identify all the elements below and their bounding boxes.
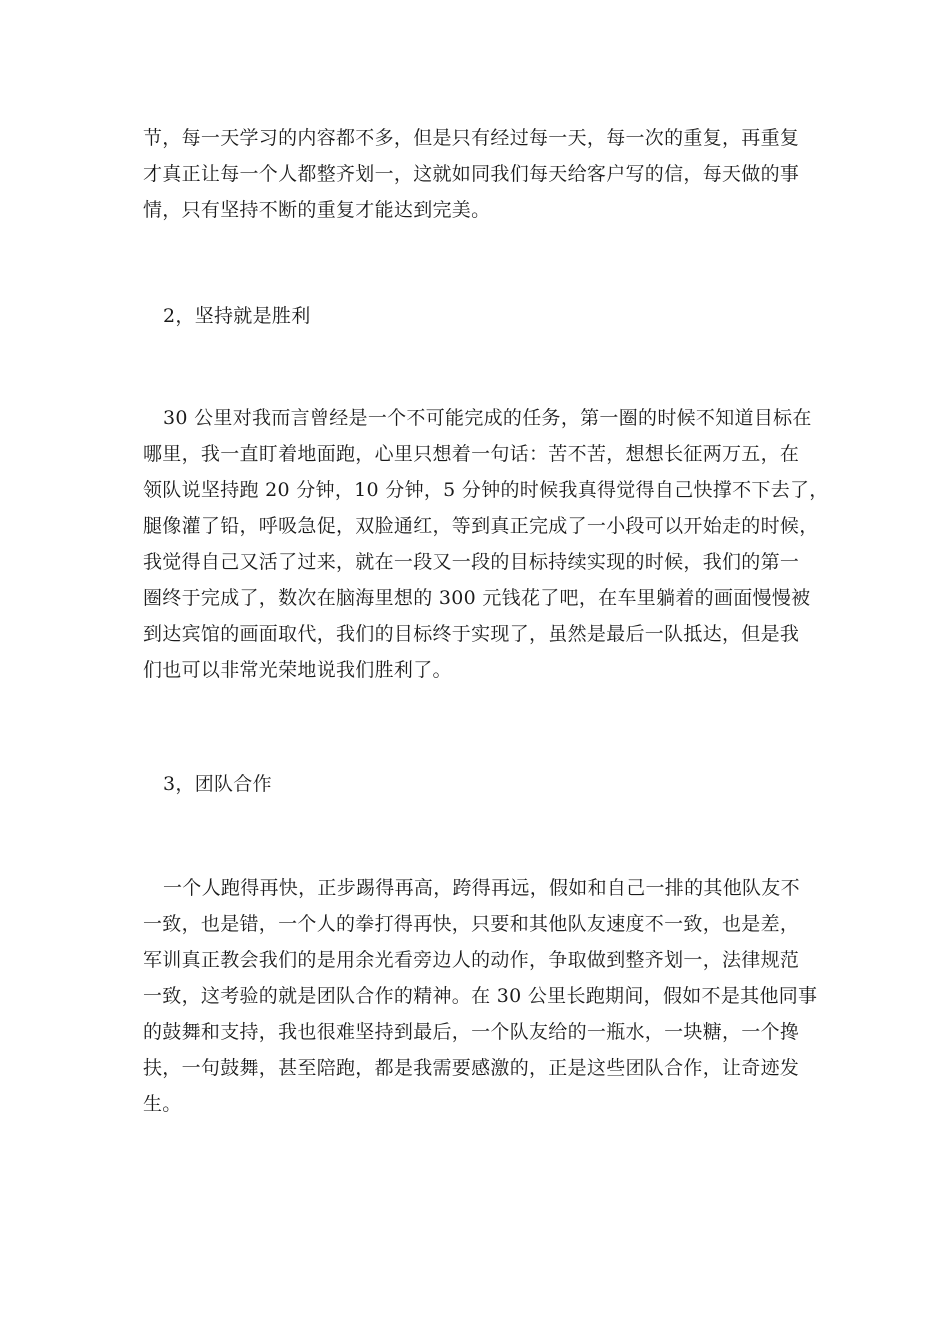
paragraph-2-line-6: 圈终于完成了，数次在脑海里想的 300 元钱花了吧，在车里躺着的画面慢慢被 bbox=[143, 587, 811, 609]
paragraph-3-line-6: 扶，一句鼓舞，甚至陪跑，都是我需要感激的，正是这些团队合作，让奇迹发 bbox=[143, 1057, 800, 1079]
paragraph-3-line-2: 一致，也是错，一个人的拳打得再快，只要和其他队友速度不一致，也是差， bbox=[143, 913, 800, 935]
paragraph-3-line-4: 一致，这考验的就是团队合作的精神。在 30 公里长跑期间，假如不是其他同事 bbox=[143, 985, 818, 1007]
paragraph-3-line-5: 的鼓舞和支持，我也很难坚持到最后，一个队友给的一瓶水，一块糖，一个搀 bbox=[143, 1021, 800, 1043]
paragraph-3-line-7: 生。 bbox=[143, 1093, 182, 1115]
paragraph-2-line-2: 哪里，我一直盯着地面跑，心里只想着一句话：苦不苦，想想长征两万五，在 bbox=[143, 443, 800, 465]
paragraph-2-line-4: 腿像灌了铅，呼吸急促，双脸通红，等到真正完成了一小段可以开始走的时候， bbox=[143, 515, 819, 537]
paragraph-2-line-5: 我觉得自己又活了过来，就在一段又一段的目标持续实现的时候，我们的第一 bbox=[143, 551, 800, 573]
paragraph-2-line-1: 30 公里对我而言曾经是一个不可能完成的任务，第一圈的时候不知道目标在 bbox=[163, 407, 812, 429]
paragraph-2-line-7: 到达宾馆的画面取代，我们的目标终于实现了，虽然是最后一队抵达，但是我 bbox=[143, 623, 800, 645]
paragraph-2-line-8: 们也可以非常光荣地说我们胜利了。 bbox=[143, 659, 452, 681]
section-heading-3: 3，团队合作 bbox=[163, 773, 272, 795]
paragraph-3-line-1: 一个人跑得再快，正步踢得再高，跨得再远，假如和自己一排的其他队友不 bbox=[163, 877, 800, 899]
paragraph-1-line-3: 情，只有坚持不断的重复才能达到完美。 bbox=[143, 199, 491, 221]
paragraph-1-line-2: 才真正让每一个人都整齐划一，这就如同我们每天给客户写的信，每天做的事 bbox=[143, 163, 800, 185]
paragraph-1-line-1: 节，每一天学习的内容都不多，但是只有经过每一天，每一次的重复，再重复 bbox=[143, 127, 800, 149]
paragraph-2-line-3: 领队说坚持跑 20 分钟，10 分钟，5 分钟的时候我真得觉得自己快撑不下去了， bbox=[143, 479, 829, 501]
paragraph-3-line-3: 军训真正教会我们的是用余光看旁边人的动作，争取做到整齐划一，法律规范 bbox=[143, 949, 800, 971]
section-heading-2: 2，坚持就是胜利 bbox=[163, 305, 311, 327]
